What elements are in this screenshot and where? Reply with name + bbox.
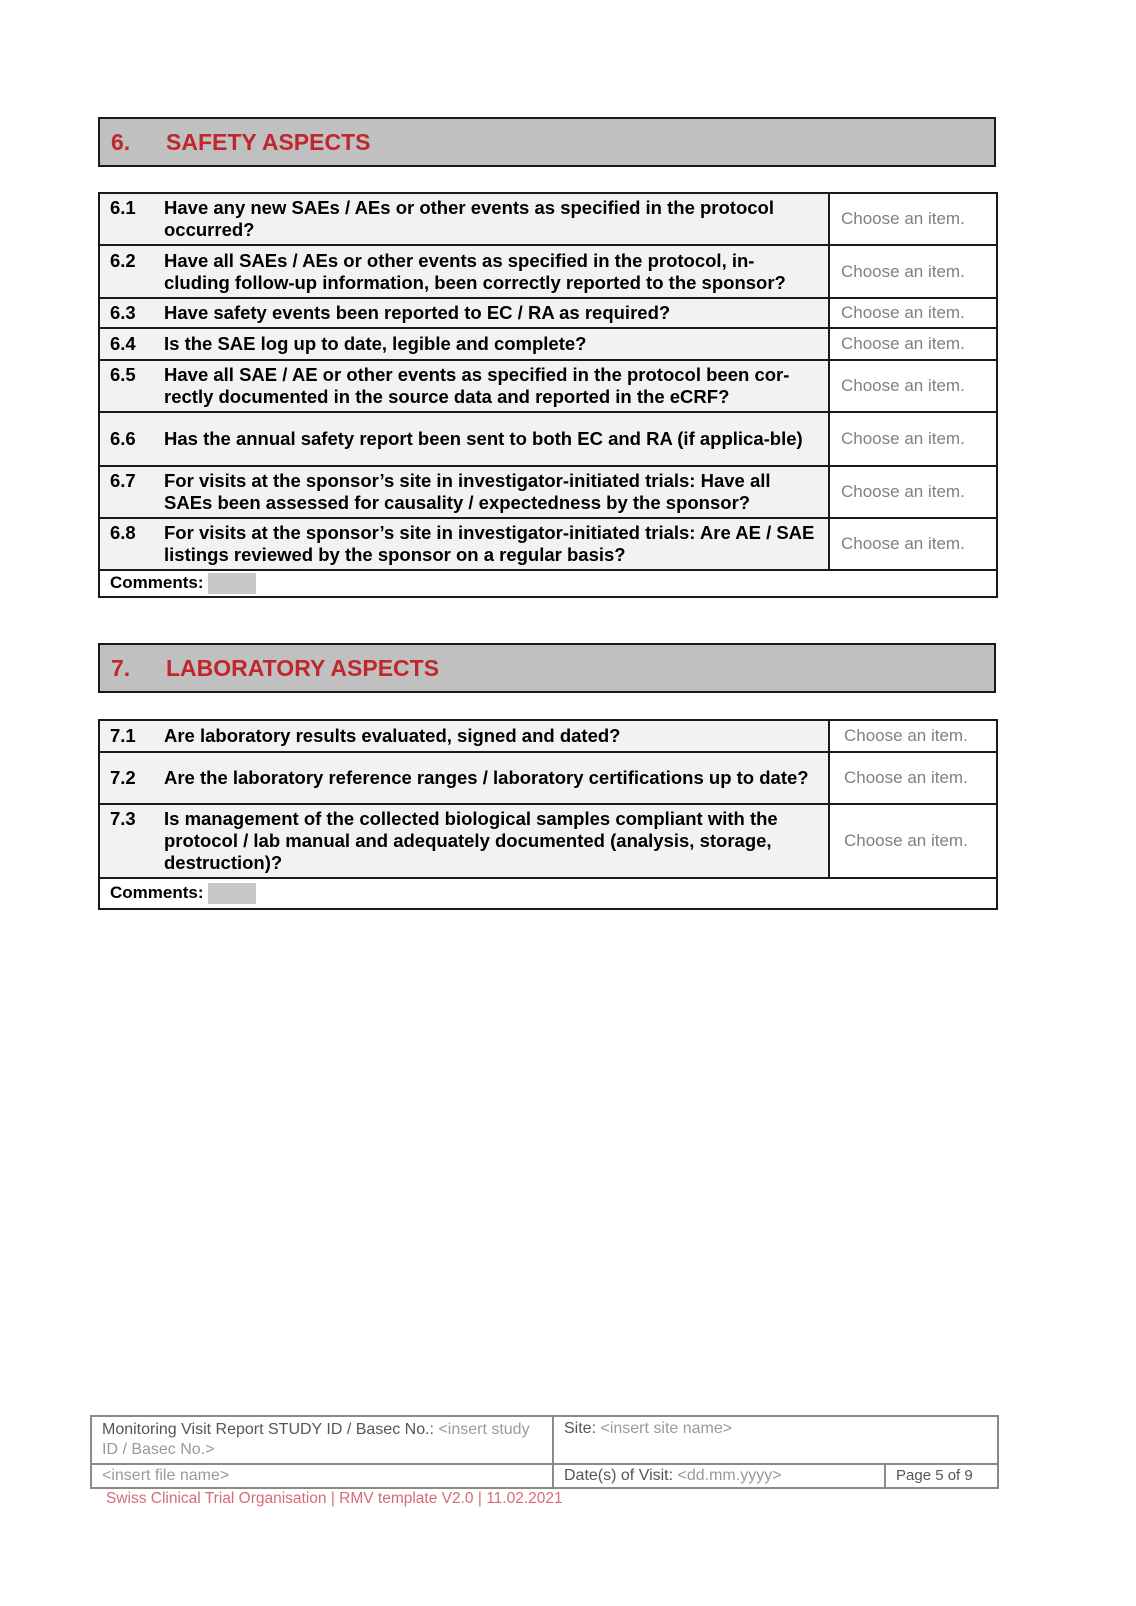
file-name-placeholder[interactable]: <insert file name> <box>102 1467 230 1484</box>
footer-page-number <box>886 1465 997 1489</box>
site-placeholder[interactable]: <insert site name> <box>600 1420 733 1437</box>
footer-site <box>554 1417 997 1465</box>
study-id-placeholder[interactable]: <insert study ID / Basec No.> <box>102 1421 530 1458</box>
section-title: SAFETY ASPECTS <box>166 128 371 155</box>
report-label: Monitoring Visit Report STUDY ID / Basec No.: <box>102 1421 439 1438</box>
footer-organisation: Swiss Clinical Trial Organisation | RMV template V2.0 | 11.02.2021 <box>106 1490 563 1507</box>
answer-dropdown[interactable]: Choose an item. <box>829 720 997 752</box>
answer-dropdown[interactable]: Choose an item. <box>829 298 997 328</box>
answer-dropdown[interactable]: Choose an item. <box>829 360 997 412</box>
table-row <box>99 328 997 360</box>
question-number: 6.2 <box>110 249 136 271</box>
question-number: 7.1 <box>110 725 136 746</box>
footer-visit-date <box>554 1465 886 1489</box>
comments-label: Comments: <box>110 882 204 902</box>
table-row <box>99 752 997 804</box>
safety-aspects-table <box>98 192 998 598</box>
question-text: Have all SAEs / AEs or other events as specified in the protocol, in-cluding follow-up information, been correctly reported to the sponsor? <box>164 249 786 293</box>
table-row <box>99 360 997 412</box>
visit-date-label: Date(s) of Visit: <box>564 1467 678 1484</box>
section-7-header <box>98 643 996 693</box>
section-number: 6. <box>111 128 131 155</box>
section-6-header <box>98 117 996 167</box>
comments-row <box>99 878 997 909</box>
footer-file-name <box>92 1465 554 1489</box>
table-row <box>99 298 997 328</box>
table-row <box>99 466 997 518</box>
answer-dropdown[interactable]: Choose an item. <box>829 245 997 298</box>
table-row <box>99 193 997 245</box>
section-number: 7. <box>111 654 131 681</box>
question-number: 6.7 <box>110 470 136 491</box>
visit-date-placeholder[interactable]: <dd.mm.yyyy> <box>677 1467 782 1484</box>
comments-field[interactable] <box>208 573 256 594</box>
question-text: Has the annual safety report been sent to both EC and RA (if applica-ble) <box>164 428 803 449</box>
table-row <box>99 720 997 752</box>
table-row <box>99 518 997 570</box>
comments-label: Comments: <box>110 573 204 592</box>
question-text: For visits at the sponsor’s site in investigator-initiated trials: Have all SAEs been assessed for causality / expectedness by the sponsor? <box>164 470 771 513</box>
footer-report-id <box>92 1417 554 1465</box>
question-text: Have any new SAEs / AEs or other events as specified in the protocol occurred? <box>164 197 774 240</box>
section-title: LABORATORY ASPECTS <box>166 654 440 681</box>
comments-row <box>99 570 997 597</box>
question-number: 6.6 <box>110 428 136 449</box>
answer-dropdown[interactable]: Choose an item. <box>829 804 997 878</box>
page-number: Page 5 of 9 <box>896 1467 973 1484</box>
comments-field[interactable] <box>208 883 256 904</box>
table-row <box>99 245 997 298</box>
answer-dropdown[interactable]: Choose an item. <box>829 193 997 245</box>
page-footer <box>90 1415 999 1489</box>
answer-dropdown[interactable]: Choose an item. <box>829 752 997 804</box>
question-text: Are the laboratory reference ranges / laboratory certifications up to date? <box>164 767 809 788</box>
question-text: Is the SAE log up to date, legible and complete? <box>164 333 587 354</box>
laboratory-aspects-table <box>98 719 998 910</box>
question-text: Have safety events been reported to EC / RA as required? <box>164 302 671 323</box>
question-number: 6.5 <box>110 364 136 385</box>
question-number: 6.8 <box>110 522 136 543</box>
question-number: 6.4 <box>110 333 136 354</box>
question-number: 7.3 <box>110 808 136 829</box>
question-number: 7.2 <box>110 767 136 788</box>
site-label: Site: <box>564 1420 601 1437</box>
table-row <box>99 412 997 466</box>
answer-dropdown[interactable]: Choose an item. <box>829 412 997 466</box>
answer-dropdown[interactable]: Choose an item. <box>829 518 997 570</box>
answer-dropdown[interactable]: Choose an item. <box>829 328 997 360</box>
question-text: Have all SAE / AE or other events as specified in the protocol been cor-rectly documented in the source data and reported in the eCRF? <box>164 364 790 407</box>
question-number: 6.1 <box>110 197 136 218</box>
question-text: Are laboratory results evaluated, signed and dated? <box>164 725 621 746</box>
table-row <box>99 804 997 878</box>
answer-dropdown[interactable]: Choose an item. <box>829 466 997 518</box>
question-number: 6.3 <box>110 302 136 323</box>
question-text: Is management of the collected biological samples compliant with the protocol / lab manual and adequately documented (analysis, storage, destruction)? <box>164 808 778 873</box>
question-text: For visits at the sponsor’s site in investigator-initiated trials: Are AE / SAE listings reviewed by the sponsor on a regular basis? <box>164 522 815 565</box>
